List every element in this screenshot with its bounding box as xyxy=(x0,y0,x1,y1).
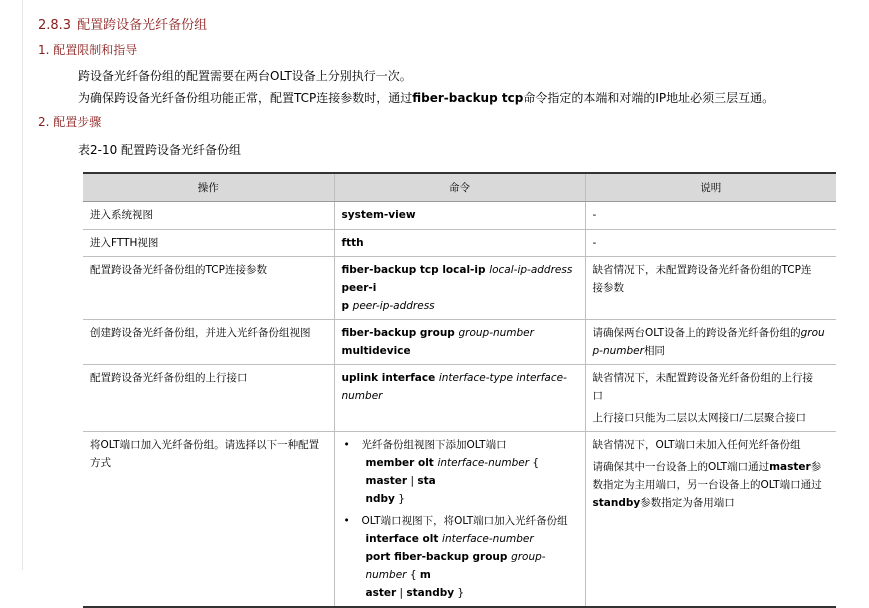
command-cell: ftth xyxy=(334,230,585,257)
table-row xyxy=(83,320,836,365)
operation-cell: 配置跨设备光纤备份组的TCP连接参数 xyxy=(83,257,334,320)
operation-cell: 配置跨设备光纤备份组的上行接口 xyxy=(83,365,334,432)
command-cell: • 光纤备份组视图下添加OLT端口 member olt interface-number { master | sta ndby } • OLT端口视图下，将OLT端口加入光纤备份组 interface olt interface-number port fiber-backup group group-number { m aster | standby } xyxy=(334,432,585,608)
inline-command: fiber-backup tcp xyxy=(412,91,524,105)
subheading-guidelines xyxy=(38,41,137,58)
section-title: 配置跨设备光纤备份组 xyxy=(77,18,208,33)
operation-cell: 进入系统视图 xyxy=(83,202,334,230)
subheading-title: 配置步骤 xyxy=(53,115,102,129)
table-row xyxy=(83,432,836,608)
command-cell: uplink interface interface-type interface-number xyxy=(334,365,585,432)
description-cell: - xyxy=(585,202,836,230)
description-cell: 缺省情况下，未配置跨设备光纤备份组的TCP连 接参数 xyxy=(585,257,836,320)
subheading-title: 配置限制和指导 xyxy=(53,43,138,57)
header-description: 说明 xyxy=(585,173,836,202)
paragraph-config-note: 跨设备光纤备份组的配置需要在两台OLT设备上分别执行一次。 xyxy=(78,69,412,83)
command-cell: fiber-backup tcp local-ip local-ip-address peer-i p peer-ip-address xyxy=(334,257,585,320)
section-heading xyxy=(38,14,207,33)
table-caption: 表2-10 配置跨设备光纤备份组 xyxy=(78,143,242,157)
left-margin-rule xyxy=(22,0,23,570)
table-row xyxy=(83,257,836,320)
paragraph-tcp-note: 为确保跨设备光纤备份组功能正常，配置TCP连接参数时，通过fiber-backup tcp命令指定的本端和对端的IP地址必须三层互通。 xyxy=(78,91,775,105)
subheading-number: 1. xyxy=(38,43,50,57)
description-cell: 缺省情况下，未配置跨设备光纤备份组的上行接 口 上行接口只能为二层以太网接口/二层聚合接口 xyxy=(585,365,836,432)
table-row xyxy=(83,230,836,257)
operation-cell: 创建跨设备光纤备份组，并进入光纤备份组视图 xyxy=(83,320,334,365)
operation-cell: 进入FTTH视图 xyxy=(83,230,334,257)
subheading-steps xyxy=(38,113,101,130)
command-cell: fiber-backup group group-number multidevice xyxy=(334,320,585,365)
command-cell: system-view xyxy=(334,202,585,230)
description-cell: - xyxy=(585,230,836,257)
operation-cell: 将OLT端口加入光纤备份组。请选择以下一种配置方式 xyxy=(83,432,334,608)
section-number: 2.8.3 xyxy=(38,18,72,33)
table-header-row xyxy=(83,173,836,202)
description-cell: 请确保两台OLT设备上的跨设备光纤备份组的grou p-number相同 xyxy=(585,320,836,365)
bullet-icon: • xyxy=(343,439,350,451)
header-command: 命令 xyxy=(334,173,585,202)
config-steps-table xyxy=(83,172,836,608)
header-operation: 操作 xyxy=(83,173,334,202)
table-row xyxy=(83,202,836,230)
bullet-icon: • xyxy=(343,515,350,527)
subheading-number: 2. xyxy=(38,115,50,129)
table-row xyxy=(83,365,836,432)
description-cell: 缺省情况下，OLT端口未加入任何光纤备份组 请确保其中一台设备上的OLT端口通过master参 数指定为主用端口，另一台设备上的OLT端口通过 standby参数指定为备用端口 xyxy=(585,432,836,608)
